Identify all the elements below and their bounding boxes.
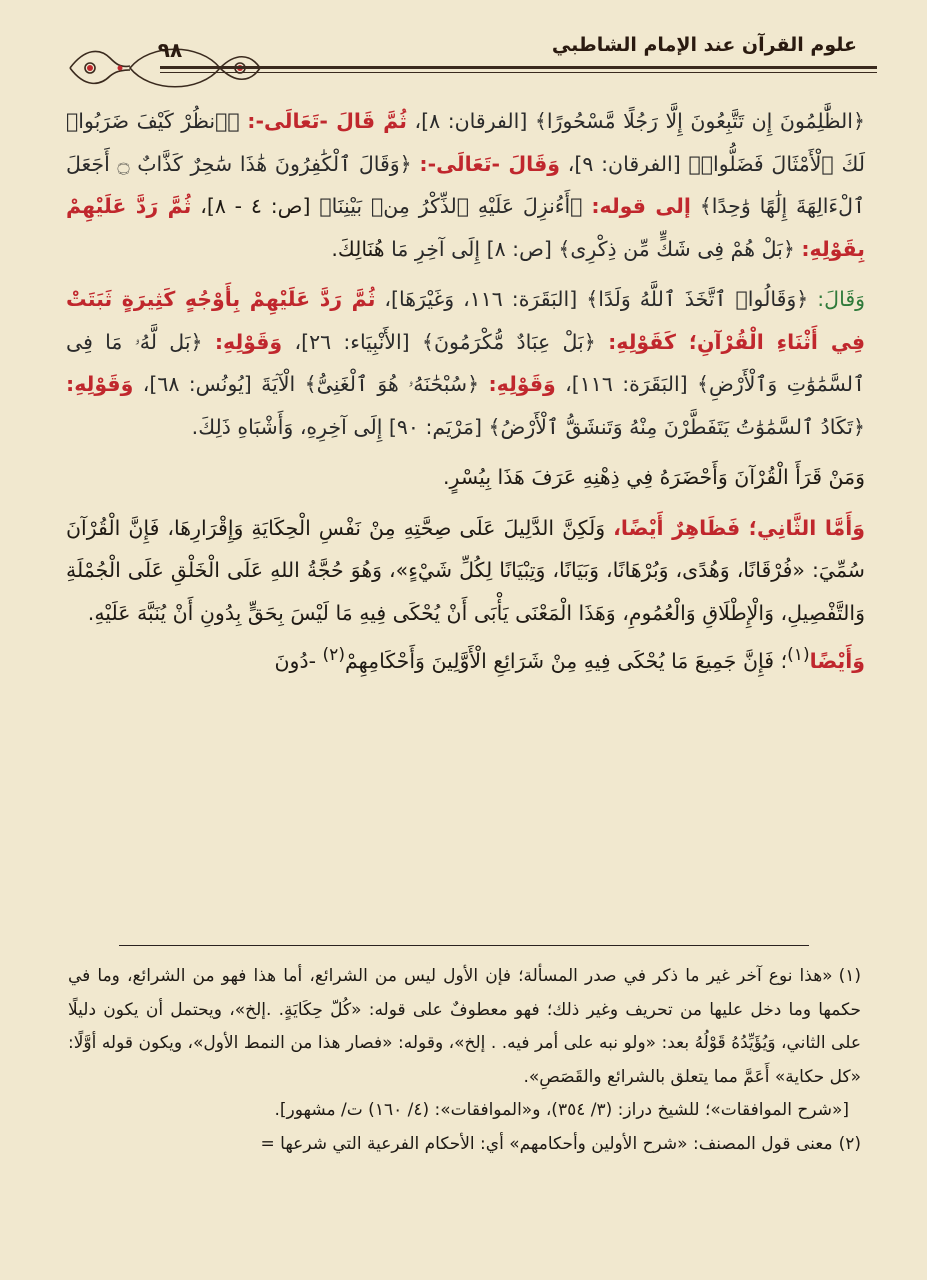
green-phrase: وَقَالَ:: [817, 287, 866, 311]
footnote-marker[interactable]: (١): [787, 645, 810, 665]
footnote-text: معنى قول المصنف: «شرح الأولين وأحكامهم» أي: الأحكام الفرعية التي شرعها =: [260, 1133, 833, 1154]
verse-reference: [ص: ٤ - ٨]،: [191, 194, 311, 218]
paragraph-4: [66, 507, 865, 635]
paragraph-1: [66, 100, 865, 270]
red-phrase: وَأَمَّا الثَّانِي؛ فَظَاهِرٌ أَيْضًا،: [613, 515, 865, 540]
footnote-1-source: [«شرح الموافقات»؛ للشيخ دراز: (٣/ ٣٥٤)، و«الموافقات»: (٤/ ١٦٠) ت/ مشهور].: [274, 1100, 849, 1120]
quran-verse: ﴿وَقَالُوا۟ ٱتَّخَذَ ٱللَّهُ وَلَدًا﴾ [البَقَرَة: ١١٦، وَغَيْرَهَا]،: [375, 287, 818, 311]
paragraph-3: وَمَنْ قَرَأَ الْقُرْآنَ وَأَحْضَرَهُ فِي ذِهْنِهِ عَرَفَ هَذَا بِيُسْرٍ.: [443, 465, 865, 489]
text-run: وَلَكِنَّ الدَّلِيلَ عَلَى صِحَّتِهِ مِنْ نَفْسِ الْحِكَايَةِ وَإِقْرَارِهَا، فَإِنَّ الْقُرْآنَ سُمِّيَ: «فُرْقَانًا، وَهُدًى، وَبُرْهَانًا، وَبَيَانًا، وَتِبْيَانًا لِكُلِّ شَيْءٍ»، وَهُوَ حُجَّةُ اللهِ عَلَى الْخَلْقِ عَلَى الْجُمْلَةِ وَالتَّفْصِيلِ، وَالْإِطْلَاقِ وَالْعُمُومِ، وَهَذَا الْمَعْنَى يَأْبَى أَنْ يُحْكَى فِيهِ مَا لَيْسَ بِحَقٍّ بِدُونِ أَنْ يُنَبَّهَ عَلَيْهِ.: [66, 515, 865, 625]
header-rule-thin: [160, 72, 877, 73]
quran-verse: ﴿بَلْ هُمْ فِى شَكٍّ مِّن ذِكْرِى﴾ [ص: ٨] إِلَى آخِرِ مَا: [391, 236, 802, 261]
quran-verse: ﴿ٱنظُرْ: [181, 109, 248, 133]
quran-verse: ﴿بَلْ عِبَادٌ مُّكْرَمُونَ﴾ [الأَنْبِيَاء: ٢٦]،: [282, 329, 609, 354]
footnote-2: [68, 1128, 861, 1162]
quran-verse: ﴿تَكَادُ ٱلسَّمَٰوَٰتُ يَتَفَطَّرْنَ مِنْهُ وَتَنشَقُّ ٱلْأَرْضُ﴾ [مَرْيَم: ٩٠] إِلَى آخِرِهِ، وَأَشْبَاهِ ذَلِكَ.: [191, 414, 865, 439]
header-rule: [160, 66, 877, 69]
red-phrase: وَأَيْضًا: [809, 648, 865, 673]
text-run: -دُونَ: [274, 648, 323, 673]
footnotes: [68, 960, 861, 1161]
quran-verse: كَيْفَ ضَرَبُوا۟ لَكَ ٱلْأَمْثَالَ فَضَلُّوا۟﴾ [الفرقان: ٩]،: [66, 109, 865, 176]
red-phrase: وَقَالَ -تَعَالَى-:: [419, 151, 561, 176]
paragraph-2: [66, 278, 865, 448]
footnote-1: [68, 960, 861, 1094]
red-phrase: ثُمَّ قَالَ -تَعَالَى-:: [247, 109, 407, 133]
quran-verse: ﴿أَءُنزِلَ عَلَيْهِ ٱلذِّكْرُ مِنۢ بَيْنِنَا﴾: [319, 194, 592, 218]
footnote-separator: [119, 945, 809, 946]
red-phrase: وَقَوْلِهِ:: [214, 329, 283, 354]
quran-verse: ﴿وَقَالَ ٱلْكَٰفِرُونَ هَٰذَا: [239, 151, 420, 176]
page-number: ٩٨: [157, 38, 183, 62]
page-header: [60, 28, 877, 86]
red-phrase: ثُمَّ رَدَّ عَلَيْهِمْ بِأَوْجُهٍ كَثِيرَةٍ ثَبَتَتْ فِي أَثْنَاءِ الْقُرْآنِ؛ كَقَوْلِهِ:: [66, 287, 865, 354]
paragraph-5: [66, 634, 865, 682]
text-run: هُنَالِكَ.: [331, 236, 385, 261]
quran-verse: ﴿بَل لَّهُۥ مَا فِى ٱلسَّمَٰوَٰتِ وَٱلْأَرْضِ﴾ [البَقَرَة: ١١٦]،: [66, 329, 865, 396]
running-title: علوم القرآن عند الإمام الشاطبي: [551, 34, 857, 56]
text-run: ؛ فَإِنَّ جَمِيعَ مَا يُحْكَى فِيهِ مِنْ شَرَائِعِ الْأَوَّلِينَ وَأَحْكَامِهِمْ: [345, 648, 788, 673]
quran-verse: ﴿سُبْحَٰنَهُۥ هُوَ ٱلْغَنِىُّ﴾ الْآيَةَ [يُونُس: ٦٨]،: [133, 372, 489, 396]
red-phrase: إلى قوله:: [591, 194, 691, 218]
footnote-marker[interactable]: (٢): [322, 645, 346, 665]
red-phrase: وَقَوْلِهِ:: [488, 372, 556, 396]
quran-verse: سَٰحِرٌ كَذَّابٌ ۝ أَجَعَلَ ٱلْءَالِهَةَ إِلَٰهًا وَٰحِدًا﴾: [66, 151, 865, 218]
red-phrase: وَقَوْلِهِ:: [66, 372, 134, 396]
quran-verse: ﴿الظَّٰلِمُونَ إِن تَتَّبِعُونَ إِلَّا رَجُلًا مَّسْحُورًا﴾ [الفرقان: ٨]،: [406, 109, 865, 133]
footnote-text: «هذا نوع آخر غير ما ذكر في صدر المسألة؛ فإن الأول ليس من الشرائع، أما هذا فهو من الشرائع، وما في حكمها وما دخل عليها من تحريف وغير ذلك؛ فهو معطوفٌ على قوله: «كُلّ حِكَايَةٍ. .إلخ»، ويحتمل أن يكون دليلًا على الثاني، وَيُؤَيِّدُهُ قَوْلُهُ بعد: «ولو نبه على أمر فيه. . إلخ»، وقوله: «فصار هذا من النمط الأول»، ويكون قوله أوَّلًا: «كل حكاية» أَعَمَّ مما يتعلق بالشرائع والقَصَصِ».: [68, 966, 861, 1087]
red-phrase: ثُمَّ رَدَّ عَلَيْهِمْ بِقَوْلِهِ:: [66, 194, 865, 261]
main-text: [66, 100, 865, 682]
footnote-number: (١): [838, 966, 861, 986]
footnote-number: (٢): [838, 1133, 861, 1154]
